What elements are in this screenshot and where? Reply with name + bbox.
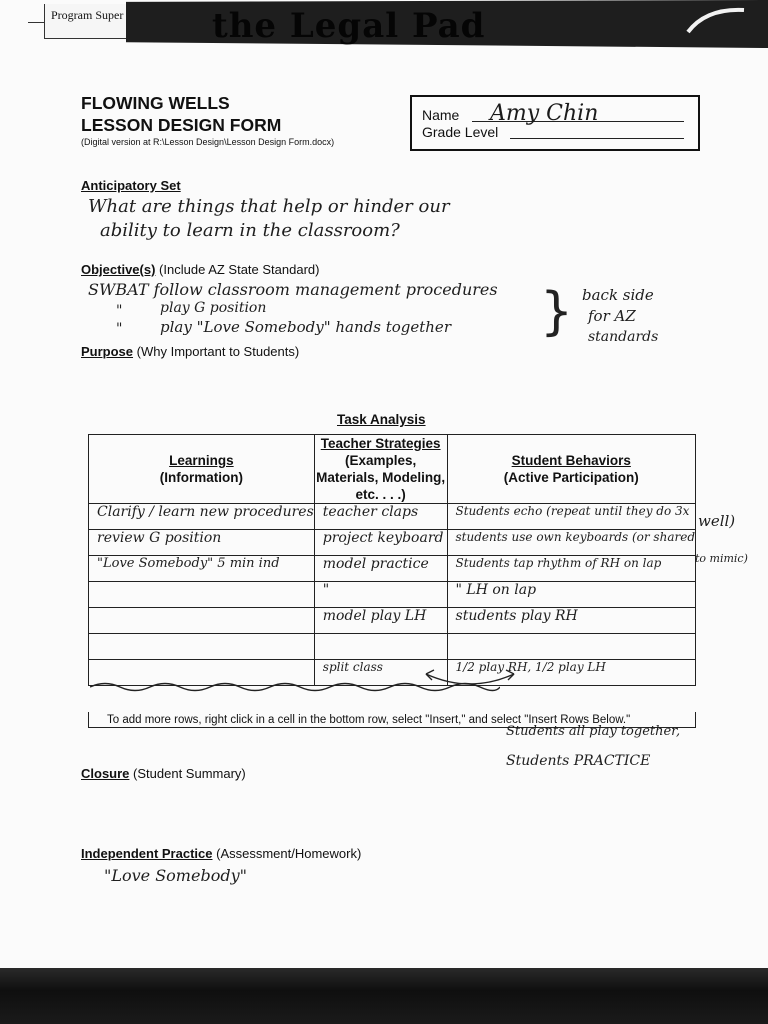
table-cell: students play RH <box>447 608 695 634</box>
margin-note-1: well) <box>698 512 736 530</box>
table-cell <box>89 608 315 634</box>
independent-line-1: "Love Somebody" <box>104 866 247 885</box>
header-sub: (Active Participation) <box>503 470 639 485</box>
table-cell: 1/2 play RH, 1/2 play LH <box>447 660 695 686</box>
grade-underline <box>510 138 684 139</box>
grade-label: Grade Level <box>422 124 499 140</box>
anticipatory-heading <box>81 178 181 193</box>
table-cell: "Love Somebody" 5 min ind <box>89 556 315 582</box>
name-label: Name <box>422 107 460 123</box>
header-sub: (Examples, Materials, Modeling, etc. . . .) <box>316 453 446 502</box>
ditto-mark: " <box>116 303 123 319</box>
table-cell: students use own keyboards (or shared <box>447 530 695 556</box>
side-note-1: back side <box>582 286 654 304</box>
table-footer-note: To add more rows, right click in a cell in the bottom row, select "Insert," and select "Insert Rows Below." <box>88 712 696 728</box>
form-title <box>81 92 281 136</box>
table-cell: Students tap rhythm of RH on lap <box>447 556 695 582</box>
table-row <box>89 530 696 556</box>
header-main: Learnings <box>169 453 234 468</box>
task-analysis-title: Task Analysis <box>337 412 426 427</box>
objective-line-2: play G position <box>160 300 267 316</box>
table-cell: Students echo (repeat until they do 3x <box>447 504 695 530</box>
anticipatory-line-2: ability to learn in the classroom? <box>100 220 400 241</box>
table-cell <box>314 634 447 660</box>
brace-mark: } <box>540 282 574 342</box>
table-cell: project keyboard <box>314 530 447 556</box>
table-header-row <box>89 435 696 504</box>
side-note-3: standards <box>588 329 659 345</box>
table-cell: " <box>314 582 447 608</box>
table-cell: " LH on lap <box>447 582 695 608</box>
header-teacher-strategies <box>314 435 447 504</box>
program-label: Program Super <box>51 8 124 22</box>
table-row <box>89 634 696 660</box>
heading-note: (Why Important to Students) <box>136 344 300 359</box>
table-cell: Clarify / learn new procedures <box>89 504 315 530</box>
objective-line-3: play "Love Somebody" hands together <box>160 318 451 336</box>
legal-pad-logo: the Legal Pad <box>212 6 486 46</box>
heading-note: (Include AZ State Standard) <box>159 262 320 277</box>
title-line-1: FLOWING WELLS <box>81 93 230 113</box>
heading-text: Purpose <box>81 344 134 359</box>
table-cell: model play LH <box>314 608 447 634</box>
double-arrow-mark <box>420 662 520 692</box>
ditto-mark: " <box>116 321 123 337</box>
name-box <box>410 95 700 151</box>
divider <box>28 22 44 23</box>
program-box <box>44 4 129 39</box>
header-sub: (Information) <box>159 470 244 485</box>
overflow-line-1: Students all play together, <box>506 724 681 739</box>
heading-note: (Student Summary) <box>133 766 246 781</box>
side-note-2: for AZ <box>588 307 636 325</box>
name-value: Amy Chin <box>490 101 599 126</box>
header-main: Student Behaviors <box>511 453 631 468</box>
heading-text: Closure <box>81 766 130 781</box>
overflow-line-2: Students PRACTICE <box>506 753 651 769</box>
closure-heading <box>81 766 246 781</box>
heading-text: Objective(s) <box>81 262 156 277</box>
purpose-heading <box>81 344 299 359</box>
anticipatory-line-1: What are things that help or hinder our <box>88 196 450 217</box>
header-learnings <box>89 435 315 504</box>
scan-edge <box>0 968 768 1024</box>
table-cell <box>89 634 315 660</box>
margin-note-2: to mimic) <box>695 552 748 565</box>
header-student-behaviors <box>447 435 695 504</box>
title-line-2: LESSON DESIGN FORM <box>81 115 282 135</box>
logo-icon <box>686 6 746 36</box>
table-cell: model practice <box>314 556 447 582</box>
table-cell <box>89 582 315 608</box>
table-row <box>89 504 696 530</box>
table-row <box>89 608 696 634</box>
table-row <box>89 556 696 582</box>
table-cell: split class <box>314 660 447 686</box>
objective-line-1: SWBAT follow classroom management procedures <box>88 280 498 299</box>
header-main: Teacher Strategies <box>320 436 441 451</box>
heading-note: (Assessment/Homework) <box>216 846 362 861</box>
heading-text: Independent Practice <box>81 846 213 861</box>
table-row <box>89 582 696 608</box>
independent-practice-heading <box>81 846 361 861</box>
objectives-heading <box>81 262 319 277</box>
table-cell <box>447 634 695 660</box>
heading-text: Anticipatory Set <box>81 178 181 193</box>
form-subtitle: (Digital version at R:\Lesson Design\Lesson Design Form.docx) <box>81 137 335 147</box>
task-analysis-table <box>88 434 696 686</box>
table-cell: review G position <box>89 530 315 556</box>
table-cell: teacher claps <box>314 504 447 530</box>
